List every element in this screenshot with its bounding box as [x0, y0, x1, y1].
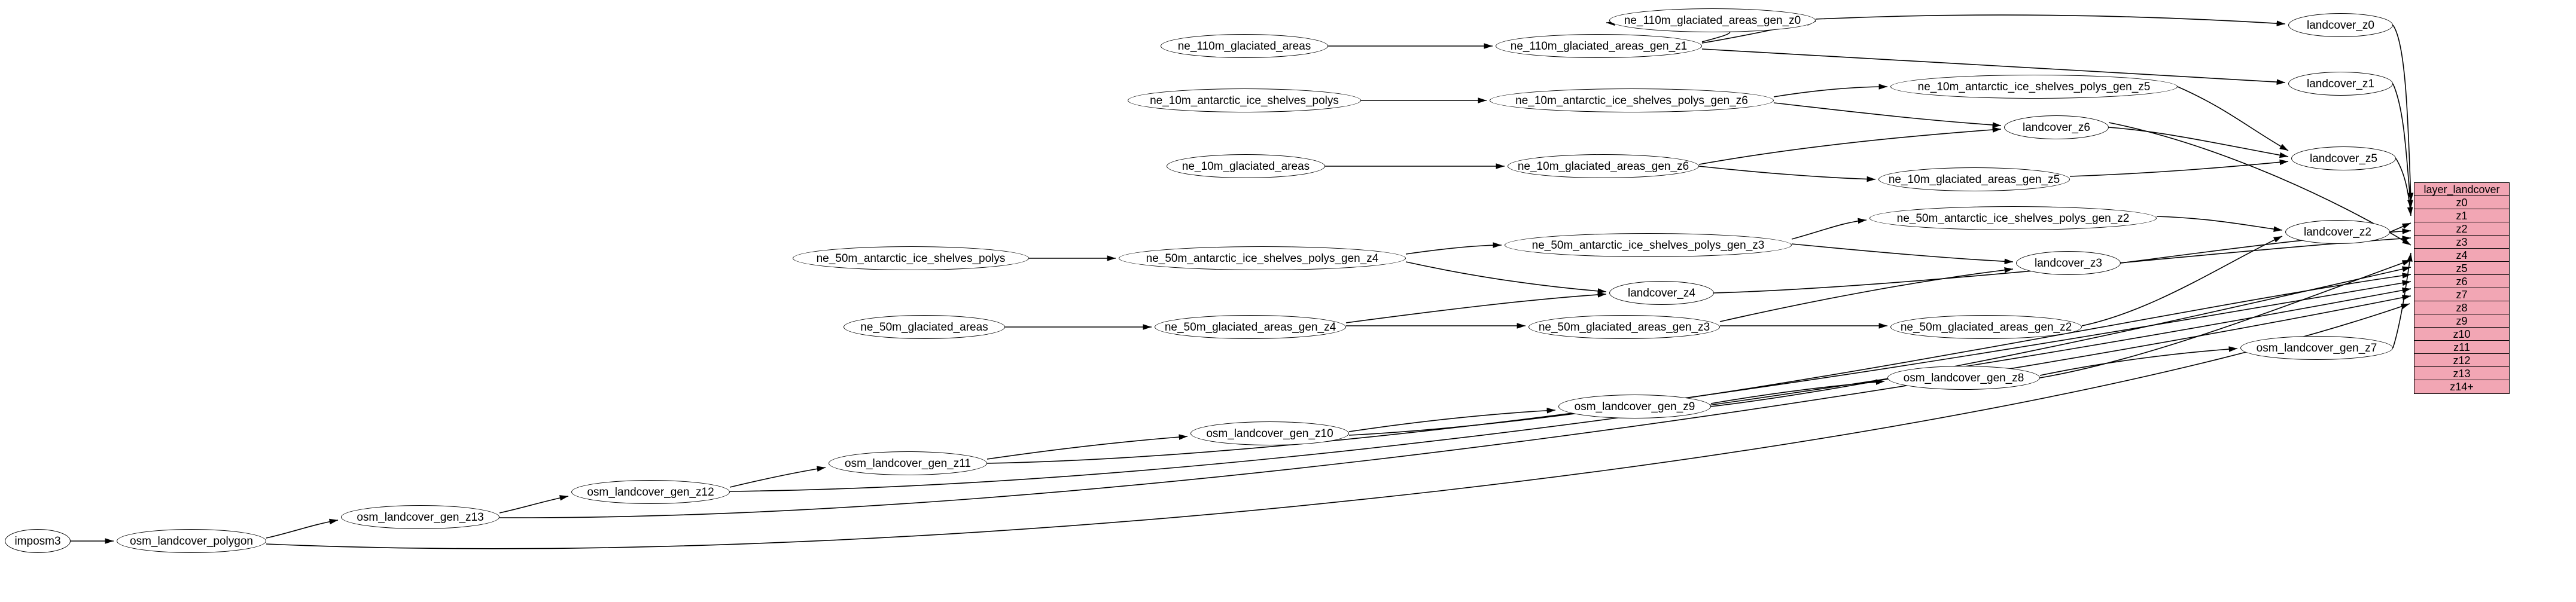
graph-node-label: ne_50m_glaciated_areas_gen_z3 — [1538, 320, 1710, 334]
layer-landcover-table[interactable] — [2414, 182, 2510, 394]
layer-table-row-z4[interactable]: z4 — [2414, 249, 2509, 262]
layer-table-row-z11[interactable]: z11 — [2414, 341, 2509, 354]
graph-node-label: osm_landcover_gen_z10 — [1206, 427, 1333, 440]
graph-node-label: ne_10m_antarctic_ice_shelves_polys_gen_z6 — [1515, 94, 1748, 107]
graph-node-ne_10m_antarctic_ice_shelves_polys_gen_z6[interactable] — [1490, 88, 1774, 112]
graph-node-ne_10m_antarctic_ice_shelves_polys_gen_z5[interactable] — [1890, 75, 2178, 99]
graph-node-label: ne_50m_antarctic_ice_shelves_polys_gen_z4 — [1146, 252, 1379, 265]
layer-table-row-z0[interactable]: z0 — [2414, 196, 2509, 209]
layer-table-row-z13[interactable]: z13 — [2414, 367, 2509, 380]
graph-node-label: landcover_z2 — [2303, 225, 2372, 239]
graph-node-osm_landcover_gen_z7[interactable] — [2240, 336, 2393, 360]
graph-node-ne_50m_antarctic_ice_shelves_polys[interactable] — [793, 246, 1029, 270]
graph-node-label: osm_landcover_polygon — [130, 534, 253, 548]
graph-node-label: ne_50m_antarctic_ice_shelves_polys — [816, 252, 1006, 265]
graph-node-label: osm_landcover_gen_z13 — [357, 511, 484, 524]
graph-node-ne_50m_glaciated_areas_gen_z4[interactable] — [1155, 315, 1346, 339]
graph-node-label: ne_50m_antarctic_ice_shelves_polys_gen_z2 — [1896, 212, 2130, 225]
graph-node-osm_landcover_gen_z11[interactable] — [829, 451, 987, 475]
graph-node-landcover_z5[interactable] — [2291, 146, 2396, 170]
graph-node-osm_landcover_polygon[interactable] — [117, 529, 266, 553]
graph-node-label: osm_landcover_gen_z9 — [1574, 400, 1695, 413]
graph-node-ne_50m_glaciated_areas_gen_z2[interactable] — [1890, 315, 2082, 339]
graph-node-ne_50m_antarctic_ice_shelves_polys_gen_z4[interactable] — [1119, 246, 1406, 270]
graph-node-osm_landcover_gen_z10[interactable] — [1190, 421, 1349, 445]
graph-node-osm_landcover_gen_z8[interactable] — [1887, 366, 2040, 390]
graph-node-landcover_z3[interactable] — [2016, 251, 2121, 275]
graph-node-label: ne_10m_glaciated_areas_gen_z5 — [1888, 173, 2060, 186]
layer-table-row-z5[interactable]: z5 — [2414, 262, 2509, 275]
graph-node-ne_10m_glaciated_areas_gen_z6[interactable] — [1508, 154, 1699, 178]
graph-node-label: ne_50m_glaciated_areas_gen_z4 — [1164, 320, 1336, 334]
graph-node-ne_10m_glaciated_areas_gen_z5[interactable] — [1878, 167, 2070, 191]
graph-node-label: ne_110m_glaciated_areas — [1177, 39, 1311, 53]
graph-node-label: osm_landcover_gen_z11 — [845, 457, 971, 470]
graph-node-ne_110m_glaciated_areas_gen_z1[interactable] — [1496, 34, 1702, 58]
graph-node-label: landcover_z1 — [2306, 77, 2375, 90]
graph-node-label: ne_10m_antarctic_ice_shelves_polys — [1150, 94, 1339, 107]
layer-table-title: layer_landcover — [2414, 183, 2509, 196]
graph-node-osm_landcover_gen_z13[interactable] — [341, 505, 500, 529]
layer-table-row-z12[interactable]: z12 — [2414, 354, 2509, 367]
graph-node-label: ne_110m_glaciated_areas_gen_z0 — [1624, 14, 1801, 27]
layer-table-row-z14+[interactable]: z14+ — [2450, 381, 2474, 393]
graph-node-label: landcover_z4 — [1627, 286, 1696, 300]
graph-node-ne_110m_glaciated_areas_gen_z0[interactable] — [1609, 8, 1816, 32]
graph-node-label: osm_landcover_gen_z8 — [1903, 371, 2024, 384]
layer-table-row-z3[interactable]: z3 — [2414, 236, 2509, 249]
graph-node-ne_50m_glaciated_areas_gen_z3[interactable] — [1528, 315, 1720, 339]
graph-node-landcover_z2[interactable] — [2285, 220, 2390, 244]
graph-node-landcover_z1[interactable] — [2288, 72, 2393, 96]
graph-node-ne_10m_antarctic_ice_shelves_polys[interactable] — [1128, 88, 1361, 112]
layer-table-row-z6[interactable]: z6 — [2414, 275, 2509, 288]
graph-node-label: ne_10m_glaciated_areas_gen_z6 — [1517, 160, 1689, 173]
layer-table-row-z7[interactable]: z7 — [2414, 288, 2509, 301]
graph-node-landcover_z4[interactable] — [1609, 281, 1714, 305]
layer-table-row-z9[interactable]: z9 — [2414, 314, 2509, 328]
layer-table-row-z1[interactable]: z1 — [2414, 209, 2509, 222]
graph-node-label: ne_50m_antarctic_ice_shelves_polys_gen_z3 — [1531, 239, 1765, 252]
graph-node-ne_10m_glaciated_areas[interactable] — [1167, 154, 1325, 178]
graph-node-label: landcover_z3 — [2034, 256, 2103, 270]
graph-node-landcover_z6[interactable] — [2004, 115, 2109, 139]
graph-node-ne_50m_antarctic_ice_shelves_polys_gen_z2[interactable] — [1869, 206, 2157, 230]
graph-node-ne_50m_glaciated_areas[interactable] — [844, 315, 1005, 339]
graph-node-label: ne_10m_glaciated_areas — [1182, 160, 1310, 173]
layer-table-row-z8[interactable]: z8 — [2414, 301, 2509, 314]
graph-node-label: ne_50m_glaciated_areas — [860, 320, 988, 334]
graph-node-label: landcover_z0 — [2306, 19, 2375, 32]
graph-node-label: ne_10m_antarctic_ice_shelves_polys_gen_z5 — [1917, 80, 2151, 93]
layer-table-row-z10[interactable]: z10 — [2414, 328, 2509, 341]
graph-node-imposm3[interactable] — [5, 529, 71, 553]
graph-node-label: landcover_z6 — [2022, 121, 2091, 134]
graph-node-landcover_z0[interactable] — [2288, 13, 2393, 37]
graph-node-label: imposm3 — [14, 534, 61, 548]
graph-node-osm_landcover_gen_z9[interactable] — [1558, 395, 1711, 418]
graph-node-label: ne_50m_glaciated_areas_gen_z2 — [1900, 320, 2072, 334]
graph-node-label: landcover_z5 — [2309, 152, 2378, 165]
graph-node-label: ne_110m_glaciated_areas_gen_z1 — [1510, 39, 1688, 53]
layer-table-row-z2[interactable]: z2 — [2414, 222, 2509, 236]
graph-node-osm_landcover_gen_z12[interactable] — [571, 480, 730, 504]
graph-node-ne_50m_antarctic_ice_shelves_polys_gen_z3[interactable] — [1505, 233, 1792, 257]
graph-node-label: osm_landcover_gen_z7 — [2256, 341, 2377, 355]
graph-node-label: osm_landcover_gen_z12 — [587, 485, 714, 499]
graph-node-ne_110m_glaciated_areas[interactable] — [1161, 34, 1328, 58]
